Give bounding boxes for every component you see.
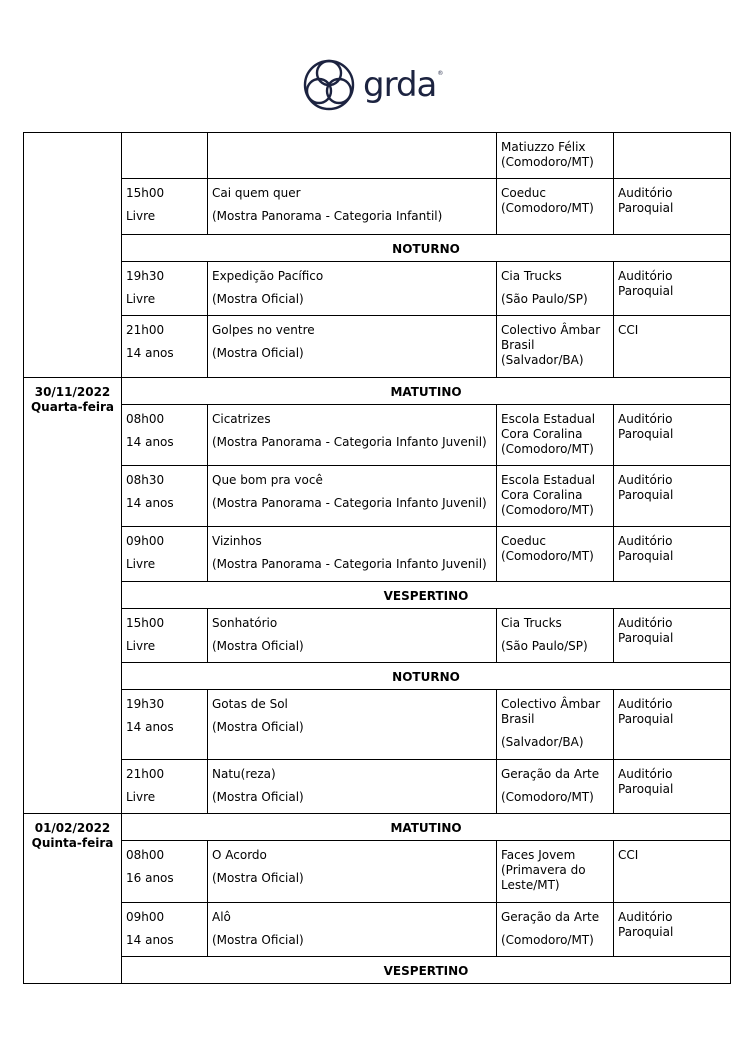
table-row [24,841,731,903]
rating-text: 16 anos [126,871,174,885]
title-text: Alô [212,910,231,924]
time-cell [122,903,208,957]
category-text: (Mostra Oficial) [212,933,304,947]
group-text: Escola Estadual Cora Coralina (Comodoro/MT) [501,473,596,517]
venue-text: CCI [618,848,639,862]
group-cell [497,133,614,179]
rating-text: Livre [126,292,156,306]
time-text: 19h30 [126,697,165,711]
rating-text: 14 anos [126,346,174,360]
table-row [24,133,731,179]
day-cell-empty [24,133,122,378]
group-cell [497,179,614,235]
title-text: Sonhatório [212,616,278,630]
period-header: MATUTINO [122,378,731,405]
table-row [24,316,731,378]
group-cell [497,405,614,466]
period-header: MATUTINO [122,814,731,841]
time-text: 08h30 [126,473,165,487]
venue-cell [614,405,731,466]
table-row [24,903,731,957]
table-row [24,466,731,527]
group-location-text: (Comodoro/MT) [501,933,594,947]
event-cell [208,527,497,582]
title-text: Golpes no ventre [212,323,315,337]
venue-text: Auditório Paroquial [618,616,674,645]
table-row [24,760,731,814]
rating-text: Livre [126,639,156,653]
rating-text: Livre [126,209,156,223]
time-text: 21h00 [126,767,165,781]
venue-text: Auditório Paroquial [618,473,674,502]
category-text: (Mostra Oficial) [212,790,304,804]
category-text: (Mostra Oficial) [212,871,304,885]
venue-text: Auditório Paroquial [618,534,674,563]
group-cell [497,466,614,527]
time-cell [122,760,208,814]
period-row [24,235,731,262]
venue-cell [614,527,731,582]
event-cell [208,133,497,179]
time-cell [122,466,208,527]
venue-cell [614,133,731,179]
group-text: Coeduc (Comodoro/MT) [501,186,594,215]
group-text: Matiuzzo Félix (Comodoro/MT) [501,140,594,169]
time-cell [122,179,208,235]
rating-text: 14 anos [126,496,174,510]
group-location-text: (São Paulo/SP) [501,292,588,306]
title-text: O Acordo [212,848,267,862]
venue-text: Auditório Paroquial [618,412,674,441]
title-text: Natu(reza) [212,767,276,781]
period-row [24,582,731,609]
group-text: Geração da Arte [501,767,600,781]
time-text: 15h00 [126,616,165,630]
time-text: 19h30 [126,269,165,283]
title-text: Que bom pra você [212,473,323,487]
time-cell [122,690,208,760]
group-cell [497,903,614,957]
table-row [24,262,731,316]
venue-cell [614,179,731,235]
venue-cell [614,466,731,527]
venue-text: Auditório Paroquial [618,697,674,726]
schedule-table [23,132,731,984]
period-header: NOTURNO [122,235,731,262]
rating-text: 14 anos [126,435,174,449]
event-cell [208,760,497,814]
day-weekday: Quinta-feira [31,836,114,850]
time-cell [122,133,208,179]
event-cell [208,466,497,527]
table-row [24,690,731,760]
group-location-text: (Salvador/BA) [501,735,584,749]
category-text: (Mostra Panorama - Categoria Infantil) [212,209,443,223]
event-cell [208,609,497,663]
event-cell [208,316,497,378]
day-weekday: Quarta-feira [30,400,115,414]
period-header: VESPERTINO [122,582,731,609]
venue-cell [614,903,731,957]
group-cell [497,760,614,814]
category-text: (Mostra Oficial) [212,720,304,734]
venue-cell [614,609,731,663]
period-header: NOTURNO [122,663,731,690]
group-text: Colectivo Âmbar Brasil [501,697,601,726]
event-cell [208,841,497,903]
category-text: (Mostra Panorama - Categoria Infanto Juvenil) [212,435,487,449]
group-text: Coeduc (Comodoro/MT) [501,534,594,563]
group-text: Geração da Arte [501,910,600,924]
category-text: (Mostra Panorama - Categoria Infanto Juvenil) [212,496,487,510]
rating-text: Livre [126,790,156,804]
title-text: Vizinhos [212,534,262,548]
table-row [24,609,731,663]
day-date: 01/02/2022 [34,821,111,835]
venue-text: Auditório Paroquial [618,186,674,215]
table-row [24,527,731,582]
event-cell [208,405,497,466]
venue-text: Auditório Paroquial [618,910,674,939]
day-cell [24,814,122,984]
group-text: Faces Jovem (Primavera do Leste/MT) [501,848,586,892]
group-location-text: (São Paulo/SP) [501,639,588,653]
venue-cell [614,690,731,760]
group-location-text: (Comodoro/MT) [501,790,594,804]
event-cell [208,179,497,235]
time-cell [122,262,208,316]
period-header: VESPERTINO [122,957,731,984]
logo-wordmark: grda [363,65,437,105]
grda-logo-icon [303,59,355,111]
title-text: Expedição Pacífico [212,269,324,283]
group-text: Cia Trucks [501,269,562,283]
venue-text: Auditório Paroquial [618,269,674,298]
venue-text: CCI [618,323,639,337]
time-text: 21h00 [126,323,165,337]
category-text: (Mostra Panorama - Categoria Infanto Juvenil) [212,557,487,571]
time-text: 08h00 [126,412,165,426]
venue-cell [614,841,731,903]
time-cell [122,316,208,378]
rating-text: Livre [126,557,156,571]
time-text: 08h00 [126,848,165,862]
category-text: (Mostra Oficial) [212,292,304,306]
group-text: Colectivo Âmbar Brasil (Salvador/BA) [501,323,601,367]
group-cell [497,690,614,760]
time-cell [122,527,208,582]
group-cell [497,609,614,663]
event-cell [208,903,497,957]
group-cell [497,841,614,903]
group-cell [497,316,614,378]
category-text: (Mostra Oficial) [212,639,304,653]
table-row [24,405,731,466]
logo-registered-mark: ® [437,69,444,77]
group-cell [497,262,614,316]
title-text: Cicatrizes [212,412,271,426]
venue-cell [614,262,731,316]
day-date: 30/11/2022 [34,385,111,399]
group-text: Cia Trucks [501,616,562,630]
period-row [24,663,731,690]
time-text: 09h00 [126,910,165,924]
venue-cell [614,760,731,814]
time-cell [122,841,208,903]
rating-text: 14 anos [126,720,174,734]
category-text: (Mostra Oficial) [212,346,304,360]
day-cell [24,378,122,814]
time-cell [122,405,208,466]
venue-cell [614,316,731,378]
rating-text: 14 anos [126,933,174,947]
event-cell [208,690,497,760]
title-text: Cai quem quer [212,186,301,200]
time-text: 09h00 [126,534,165,548]
event-cell [208,262,497,316]
period-row [24,957,731,984]
period-row [24,814,731,841]
venue-text: Auditório Paroquial [618,767,674,796]
title-text: Gotas de Sol [212,697,288,711]
group-text: Escola Estadual Cora Coralina (Comodoro/MT) [501,412,596,456]
period-row [24,378,731,405]
table-row [24,179,731,235]
grda-logo [303,60,443,110]
time-text: 15h00 [126,186,165,200]
group-cell [497,527,614,582]
time-cell [122,609,208,663]
